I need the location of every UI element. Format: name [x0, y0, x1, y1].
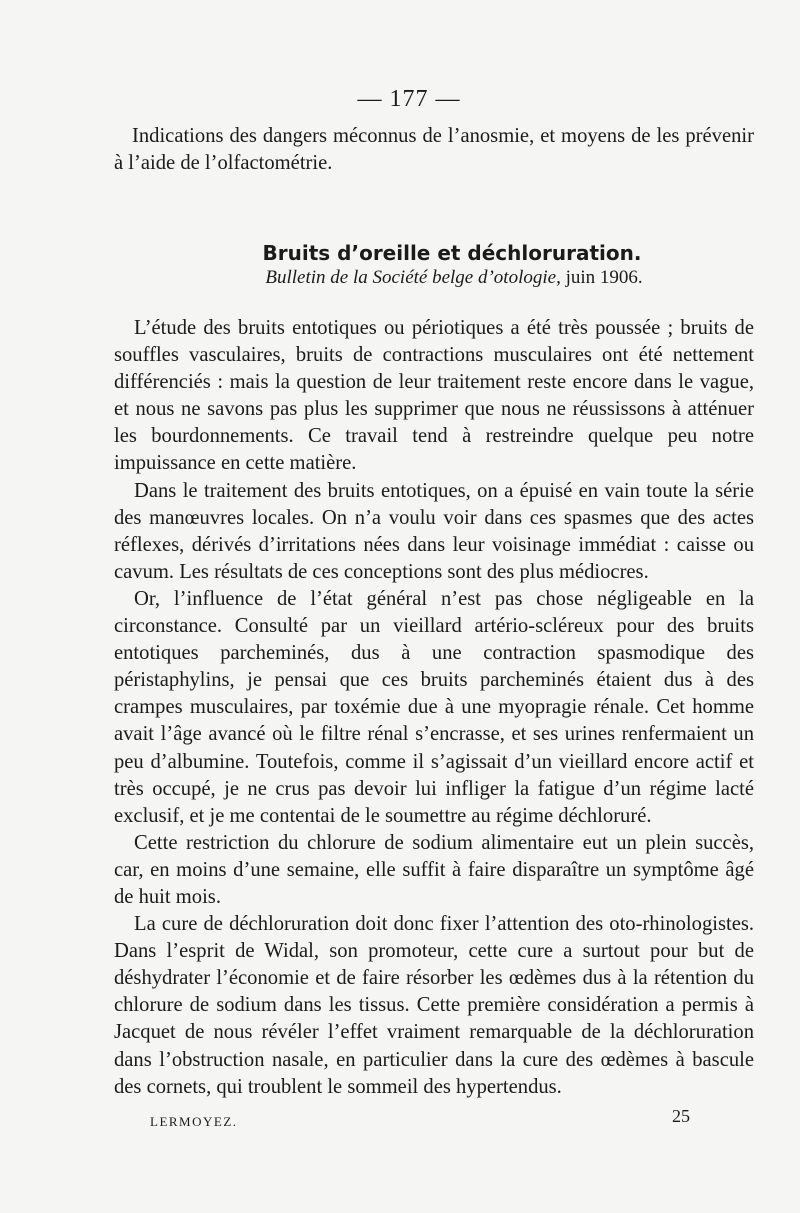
body-paragraph: Cette restriction du chlorure de sodium alimentaire eut un plein succès, car, en moins d’une semaine, elle suffit à faire disparaître un symptôme âgé de huit mois.	[114, 831, 754, 908]
intro-text: Indications des dangers méconnus de l’anosmie, et moyens de les prévenir à l’aide de l’olfactométrie.	[114, 125, 754, 175]
body-paragraph: L’étude des bruits entotiques ou périotiques a été très poussée ; bruits de souffles vasculaires, bruits de contractions musculaires ont été nettement différenciés : mais la question de leur traitement reste encore dans le vague, et nous ne savons pas plus les supprimer que nous ne réussissons à atténuer les bourdonnements. Ce travail tend à restreindre quelque peu notre impuissance en cette matière.	[114, 317, 754, 475]
signature-mark: 25	[672, 1106, 690, 1126]
footer-author: LERMOYEZ.	[150, 1114, 238, 1129]
section-title: Bruits d’oreille et déchloruration.	[262, 241, 642, 265]
intro-paragraph	[114, 123, 754, 177]
body-paragraph: La cure de déchloruration doit donc fixer l’attention des oto-rhinologistes. Dans l’esprit de Widal, son promoteur, cette cure a surtout pour but de déshydrater l’économie et de faire résorber les œdèmes dus à la rétention du chlorure de sodium dans les tissus. Cette première considération a permis à Jacquet de nous révéler l’effet vraiment remarquable de la déchloruration dans l’obstruction nasale, en particulier dans la cure des œdèmes à bascule des cornets, qui troublent le sommeil des hypertendus.	[114, 913, 754, 1098]
page-number: — 177 —	[357, 86, 461, 112]
body-paragraph: Dans le traitement des bruits entotiques, on a épuisé en vain toute la série des manœuvres locales. On n’a voulu voir dans ces spasmes que des actes réflexes, dérivés d’irritations nées dans leur voisinage immédiat : caisse ou cavum. Les résultats de ces conceptions sont des plus médiocres.	[114, 479, 754, 583]
source-date: juin 1906.	[565, 267, 643, 288]
page-footer	[150, 1106, 690, 1130]
section-source	[114, 266, 754, 290]
section-heading	[114, 240, 754, 290]
body-paragraph: Or, l’influence de l’état général n’est pas chose négligeable en la circonstance. Consulté par un vieillard artério-scléreux pour des bruits entotiques parcheminés, dus à une contraction spasmodique des péristaphylins, je pensai que ces bruits parcheminés étaient dus à des crampes musculaires, par toxémie due à une myopragie rénale. Cet homme avait l’âge avancé où le filtre rénal s’encrasse, et ses urines renfermaient un peu d’albumine. Toutefois, comme il s’agissait d’un vieillard encore actif et très occupé, je ne crus pas devoir lui infliger la fatigue d’un régime lacté exclusif, et je me contentai de le soumettre au régime déchloruré.	[114, 587, 754, 827]
article-body	[114, 315, 754, 1101]
source-journal: Bulletin de la Société belge d’otologie,	[265, 267, 561, 288]
